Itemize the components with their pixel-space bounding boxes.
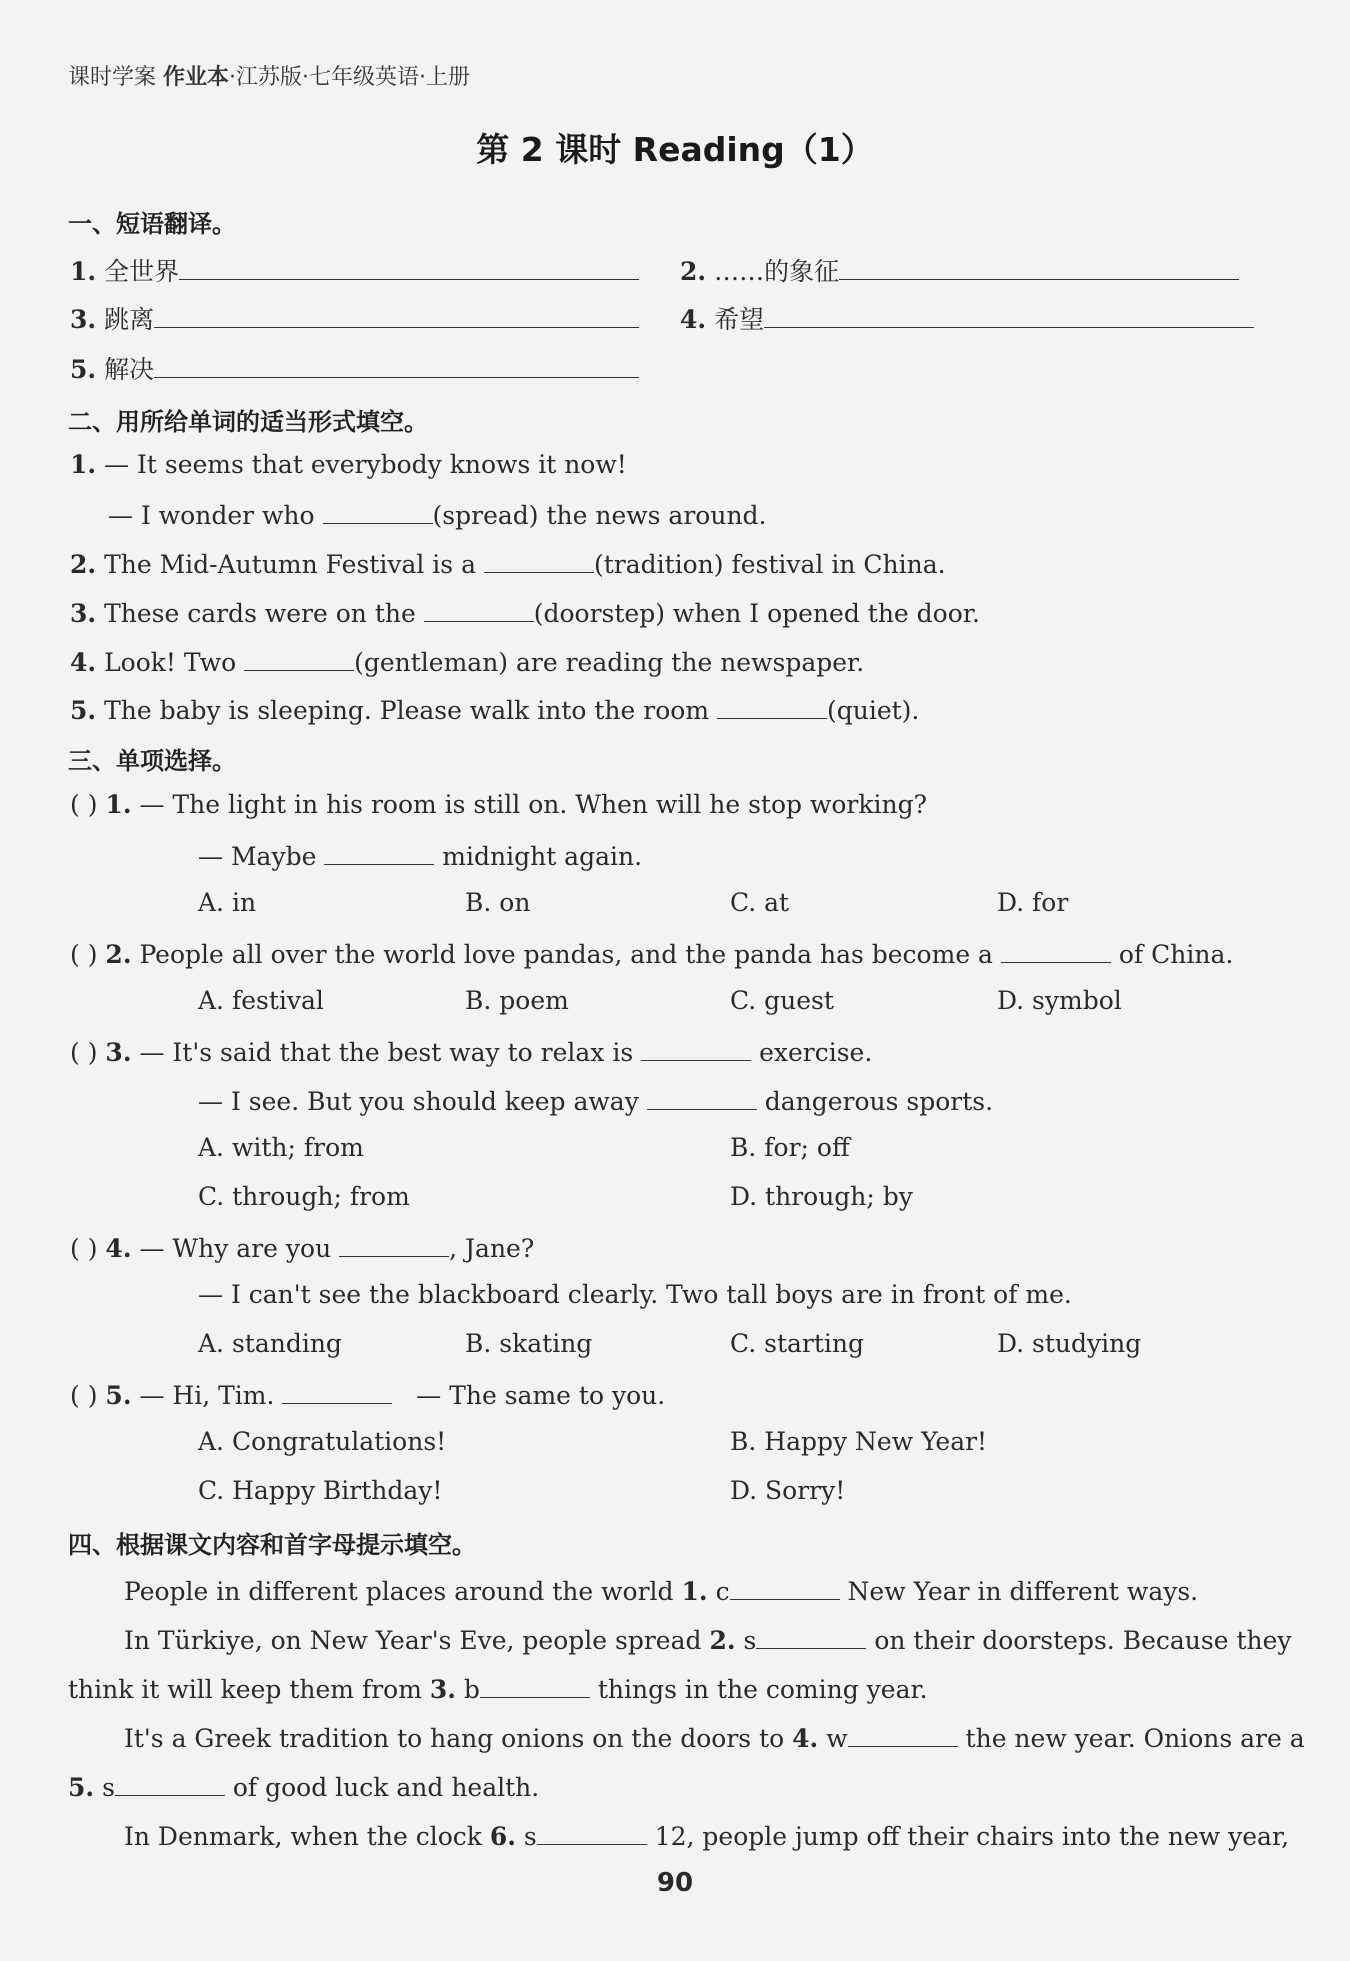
s4-p6-post: 12, people jump off their chairs into the new year, <box>654 1822 1290 1851</box>
s2-q2-blank[interactable] <box>484 547 594 573</box>
s4-para-line4 <box>124 1721 1305 1753</box>
s1-item-5-text: 解决 <box>104 355 155 384</box>
s4-p1-post: New Year in different ways. <box>847 1577 1199 1606</box>
s2-q5-num: 5. <box>70 696 97 725</box>
s2-q4 <box>70 645 864 677</box>
s3-q5-option-c[interactable]: C. Happy Birthday! <box>198 1476 443 1505</box>
s2-q3-pre: These cards were on the <box>104 599 416 628</box>
s3-q3-line1 <box>70 1035 872 1067</box>
s2-q3-post: (doorstep) when I opened the door. <box>533 599 980 628</box>
s3-q1-line2 <box>198 839 642 871</box>
s4-p5-post: of good luck and health. <box>232 1773 540 1802</box>
s4-p1-blank[interactable] <box>730 1574 840 1600</box>
s2-q1-line2 <box>108 498 767 530</box>
s4-para-line5 <box>68 1770 539 1802</box>
s1-item-3-num: 3. <box>70 305 97 334</box>
s1-item-4-num: 4. <box>680 305 707 334</box>
s4-p4-pre: It's a Greek tradition to hang onions on the doors to <box>124 1724 785 1753</box>
s1-item-5 <box>70 350 639 386</box>
s4-p2-num: 2. <box>709 1626 736 1655</box>
s3-q1-option-d[interactable]: D. for <box>997 888 1069 917</box>
s3-q4-post: , Jane? <box>449 1234 535 1263</box>
s2-q1-line1 <box>70 450 627 479</box>
s4-p2-pre: In Türkiye, on New Year's Eve, people spread <box>124 1626 702 1655</box>
s1-item-2-text: ……的象征 <box>714 257 840 286</box>
s2-q2 <box>70 547 946 579</box>
lesson-title: 第 2 课时 Reading（1） <box>476 130 874 169</box>
s3-q2-option-c[interactable]: C. guest <box>730 986 834 1015</box>
s4-p4-blank[interactable] <box>848 1721 958 1747</box>
s1-item-5-blank[interactable] <box>154 352 639 378</box>
section3-heading: 三、单项选择。 <box>68 747 236 775</box>
s3-q4-option-a[interactable]: A. standing <box>198 1329 342 1358</box>
s1-item-4 <box>680 300 1254 336</box>
s2-q3 <box>70 596 980 628</box>
s3-q2-option-d[interactable]: D. symbol <box>997 986 1122 1015</box>
s3-q3-option-b[interactable]: B. for; off <box>730 1133 850 1162</box>
s4-p5-blank[interactable] <box>115 1770 225 1796</box>
s3-q3-option-c[interactable]: C. through; from <box>198 1182 410 1211</box>
s3-q4-answer-paren[interactable]: ( ) <box>70 1234 98 1263</box>
s3-q1-post: midnight again. <box>442 842 643 871</box>
s3-q1-answer-paren[interactable]: ( ) <box>70 790 98 819</box>
s3-q4-blank <box>339 1231 449 1257</box>
s1-item-2-num: 2. <box>680 257 707 286</box>
s3-q2-post: of China. <box>1118 940 1234 969</box>
s3-q5-blank <box>282 1378 392 1404</box>
s3-q4-line1 <box>70 1231 534 1263</box>
s1-item-4-blank[interactable] <box>764 302 1254 328</box>
s4-p6-pre: In Denmark, when the clock <box>124 1822 482 1851</box>
s4-para-line3 <box>68 1672 928 1704</box>
s2-q5-post: (quiet). <box>826 696 920 725</box>
s3-q4-option-c[interactable]: C. starting <box>730 1329 865 1358</box>
s4-p2-letter: s <box>743 1626 757 1655</box>
s3-q2-answer-paren[interactable]: ( ) <box>70 940 98 969</box>
s1-item-2 <box>680 252 1239 288</box>
s4-para-line2 <box>124 1623 1292 1655</box>
s1-item-2-blank[interactable] <box>839 254 1239 280</box>
s4-p2-blank[interactable] <box>756 1623 866 1649</box>
s3-q4-num: 4. <box>105 1234 132 1263</box>
section4-heading: 四、根据课文内容和首字母提示填空。 <box>68 1531 476 1559</box>
s3-q3-line2 <box>198 1084 993 1116</box>
s4-p6-num: 6. <box>489 1822 516 1851</box>
s3-q1-blank <box>324 839 434 865</box>
s3-q1-option-b[interactable]: B. on <box>465 888 531 917</box>
s3-q3-blank2 <box>647 1084 757 1110</box>
header-part2: 作业本 <box>163 65 230 90</box>
s3-q5-option-d[interactable]: D. Sorry! <box>730 1476 846 1505</box>
s3-q3-option-a[interactable]: A. with; from <box>198 1133 364 1162</box>
s2-q5-pre: The baby is sleeping. Please walk into the room <box>104 696 710 725</box>
s2-q2-pre: The Mid-Autumn Festival is a <box>104 550 476 579</box>
page-number: 90 <box>656 1868 694 1898</box>
s1-item-1-text: 全世界 <box>104 257 180 286</box>
s4-p6-letter: s <box>523 1822 537 1851</box>
s1-item-3-blank[interactable] <box>154 302 639 328</box>
s3-q5-pre: — Hi, Tim. <box>139 1381 275 1410</box>
s2-q5-blank[interactable] <box>717 693 827 719</box>
s3-q2-blank <box>1001 937 1111 963</box>
s3-q3-post: exercise. <box>759 1038 873 1067</box>
s3-q1-num: 1. <box>105 790 132 819</box>
s2-q3-num: 3. <box>70 599 97 628</box>
header-part3: ·江苏版·七年级英语·上册 <box>229 65 470 90</box>
s3-q1-option-a[interactable]: A. in <box>198 888 257 917</box>
s4-p5-letter: s <box>102 1773 115 1802</box>
s2-q5 <box>70 693 919 725</box>
s4-p3-letter: b <box>463 1675 480 1704</box>
s3-q4-pre: — Why are you <box>139 1234 332 1263</box>
s3-q1-line1 <box>70 790 927 819</box>
s2-q1-post: (spread) the news around. <box>432 501 767 530</box>
s2-q4-post: (gentleman) are reading the newspaper. <box>354 648 865 677</box>
s3-q3-answer-paren[interactable]: ( ) <box>70 1038 98 1067</box>
s2-q1-pre: — I wonder who <box>108 501 315 530</box>
s4-para-line1 <box>124 1574 1198 1606</box>
s2-q1-blank[interactable] <box>323 498 433 524</box>
s2-q2-post: (tradition) festival in China. <box>593 550 946 579</box>
s4-p3-num: 3. <box>429 1675 456 1704</box>
s3-q5-option-a[interactable]: A. Congratulations! <box>198 1427 447 1456</box>
s3-q1-text: — The light in his room is still on. When will he stop working? <box>139 790 928 819</box>
s3-q5-answer-paren[interactable]: ( ) <box>70 1381 98 1410</box>
s4-p5-num: 5. <box>68 1773 95 1802</box>
s3-q3-option-d[interactable]: D. through; by <box>730 1182 913 1211</box>
s3-q2-line1 <box>70 937 1233 969</box>
s3-q1-option-c[interactable]: C. at <box>730 888 790 917</box>
s2-q4-blank[interactable] <box>244 645 354 671</box>
s4-p4-letter: w <box>826 1724 848 1753</box>
s3-q2-option-b[interactable]: B. poem <box>465 986 569 1015</box>
s4-p1-num: 1. <box>681 1577 708 1606</box>
s3-q2-option-a[interactable]: A. festival <box>198 986 324 1015</box>
s3-q3-pre2: — I see. But you should keep away <box>198 1087 639 1116</box>
s2-q1-text-a: — It seems that everybody knows it now! <box>104 450 627 479</box>
s4-para-line6 <box>124 1819 1289 1851</box>
s3-q4-option-d[interactable]: D. studying <box>997 1329 1142 1358</box>
s2-q1-num: 1. <box>70 450 97 479</box>
s4-p1-letter: c <box>715 1577 730 1606</box>
s3-q2-pre: People all over the world love pandas, and the panda has become a <box>139 940 993 969</box>
s4-p4-num: 4. <box>792 1724 819 1753</box>
s3-q3-post2: dangerous sports. <box>764 1087 994 1116</box>
s2-q4-pre: Look! Two <box>104 648 237 677</box>
section2-heading: 二、用所给单词的适当形式填空。 <box>68 408 428 436</box>
s3-q5-line1 <box>70 1378 665 1410</box>
s2-q2-num: 2. <box>70 550 97 579</box>
s1-item-3-text: 跳离 <box>104 305 155 334</box>
book-header <box>68 60 470 91</box>
s2-q3-blank[interactable] <box>424 596 534 622</box>
s3-q3-num: 3. <box>105 1038 132 1067</box>
s1-item-5-num: 5. <box>70 355 97 384</box>
s1-item-1-num: 1. <box>70 257 97 286</box>
s3-q3-blank1 <box>641 1035 751 1061</box>
s4-p3-blank[interactable] <box>480 1672 590 1698</box>
s1-item-4-text: 希望 <box>714 305 765 334</box>
s3-q4-line2: — I can't see the blackboard clearly. Two tall boys are in front of me. <box>198 1280 1072 1309</box>
s2-q4-num: 4. <box>70 648 97 677</box>
s4-p1-pre: People in different places around the world <box>124 1577 674 1606</box>
s4-p6-blank[interactable] <box>537 1819 647 1845</box>
header-part1: 课时学案 <box>68 65 163 90</box>
s3-q5-post: — The same to you. <box>416 1381 666 1410</box>
s1-item-3 <box>70 300 639 336</box>
section1-heading: 一、短语翻译。 <box>68 210 236 238</box>
s4-p3-pre: think it will keep them from <box>68 1675 422 1704</box>
s1-item-1 <box>70 252 639 288</box>
s3-q2-num: 2. <box>105 940 132 969</box>
s4-p4-post: the new year. Onions are a <box>965 1724 1305 1753</box>
s4-p2-post: on their doorsteps. Because they <box>874 1626 1292 1655</box>
s3-q3-pre: — It's said that the best way to relax is <box>139 1038 634 1067</box>
s4-p3-post: things in the coming year. <box>597 1675 928 1704</box>
s1-item-1-blank[interactable] <box>179 254 639 280</box>
s3-q1-pre: — Maybe <box>198 842 317 871</box>
s3-q5-option-b[interactable]: B. Happy New Year! <box>730 1427 988 1456</box>
s3-q5-num: 5. <box>105 1381 132 1410</box>
s3-q4-option-b[interactable]: B. skating <box>465 1329 593 1358</box>
